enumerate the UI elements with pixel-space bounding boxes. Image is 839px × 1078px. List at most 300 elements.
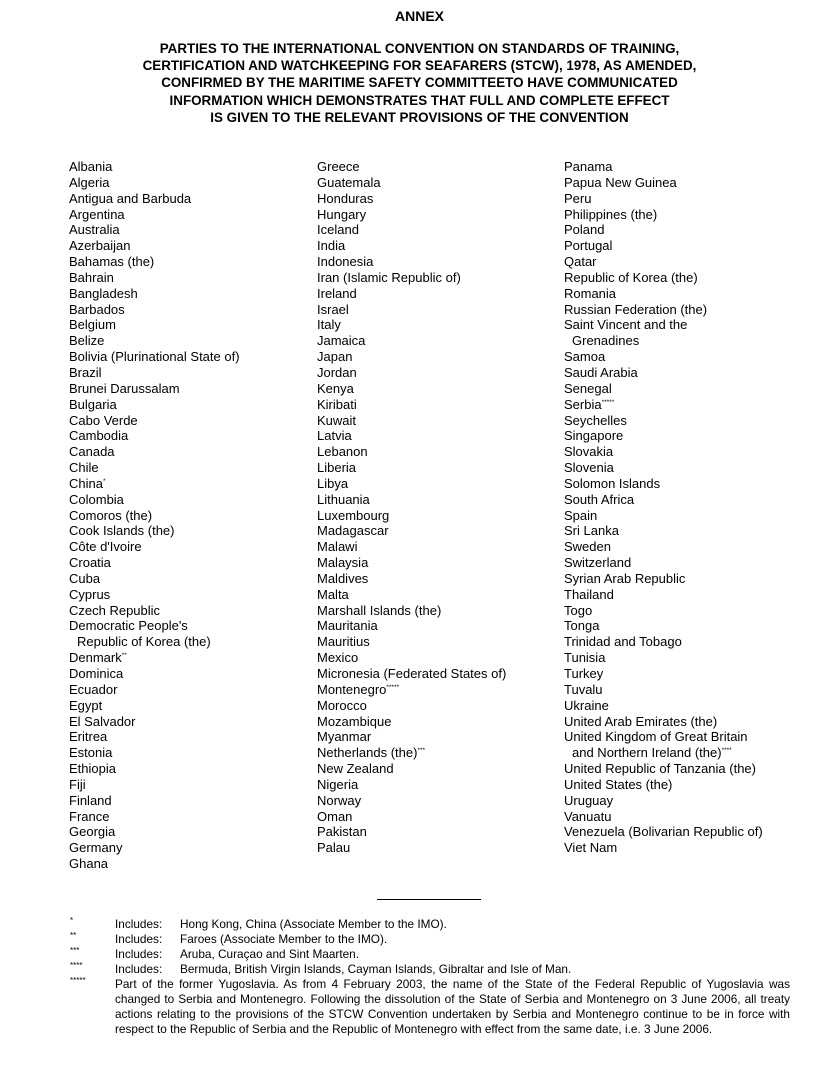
footnote: [70, 947, 790, 962]
country-entry: [317, 840, 557, 856]
footnote-mark: *: [102, 477, 106, 485]
country-name: Cook Islands (the): [69, 523, 175, 539]
country-name: El Salvador: [69, 713, 136, 729]
country-name: Jordan: [317, 364, 357, 380]
country-name: Trinidad and Tobago: [564, 634, 682, 650]
country-name: Peru: [564, 190, 592, 206]
country-entry: [564, 444, 814, 460]
country-entry: [69, 603, 309, 619]
country-entry: [564, 270, 814, 286]
country-name: Bolivia (Plurinational State of): [69, 349, 240, 365]
country-entry: [69, 745, 309, 761]
country-name-continuation: and Northern Ireland (the): [572, 745, 722, 761]
country-entry: [317, 175, 557, 191]
footnote-marker: ***: [70, 946, 80, 955]
country-entry: [69, 761, 309, 777]
country-name: United States (the): [564, 776, 673, 792]
footnote: [70, 962, 790, 977]
country-name: China: [69, 475, 103, 491]
country-entry: [69, 365, 309, 381]
country-name: Saint Vincent and the: [564, 317, 688, 333]
country-entry: [317, 444, 557, 460]
country-entry: [69, 476, 309, 492]
country-name: Finland: [69, 792, 112, 808]
country-name: Germany: [69, 840, 123, 856]
country-name: Lebanon: [317, 444, 368, 460]
country-entry: [69, 460, 309, 476]
country-name: Romania: [564, 285, 617, 301]
country-entry: [69, 729, 309, 745]
country-name: Tunisia: [564, 650, 606, 666]
country-name: Saudi Arabia: [564, 364, 638, 380]
country-name: Spain: [564, 507, 598, 523]
country-entry: [317, 809, 557, 825]
country-name: Seychelles: [564, 412, 627, 428]
country-name: Cabo Verde: [69, 412, 138, 428]
country-entry: [564, 682, 814, 698]
heading-line: PARTIES TO THE INTERNATIONAL CONVENTION ON STANDARDS OF TRAINING,: [159, 41, 680, 56]
country-name: Vanuatu: [564, 808, 612, 824]
footnote-mark: ****: [721, 747, 732, 755]
party-list-column-3: [564, 159, 814, 856]
country-name: Solomon Islands: [564, 475, 661, 491]
country-entry: [317, 492, 557, 508]
country-name: Greece: [317, 159, 360, 174]
country-name-continued: [564, 745, 814, 761]
country-name: Fiji: [69, 776, 86, 792]
country-entry: [317, 413, 557, 429]
country-name: Ethiopia: [69, 761, 116, 777]
country-entry: [317, 587, 557, 603]
country-name: Japan: [317, 349, 353, 365]
heading-line: INFORMATION WHICH DEMONSTRATES THAT FULL AND COMPLETE EFFECT: [169, 92, 670, 108]
country-name-continued: [69, 634, 309, 650]
country-name: Sri Lanka: [564, 523, 619, 539]
country-entry: [69, 222, 309, 238]
country-entry: [317, 207, 557, 223]
country-entry: [69, 777, 309, 793]
country-name: Kenya: [317, 380, 354, 396]
country-name: Colombia: [69, 491, 124, 507]
country-name: Mozambique: [317, 713, 392, 729]
country-entry: [564, 555, 814, 571]
country-entry: [564, 650, 814, 666]
country-name: Belgium: [69, 317, 116, 333]
country-name: Estonia: [69, 745, 113, 761]
country-name: Maldives: [317, 570, 369, 586]
country-entry: [564, 191, 814, 207]
country-entry: [69, 555, 309, 571]
country-entry: [564, 413, 814, 429]
country-name: Panama: [564, 159, 613, 174]
annex-title: ANNEX: [394, 8, 444, 24]
country-name: Kiribati: [317, 396, 357, 412]
country-entry: [69, 444, 309, 460]
country-name: Croatia: [69, 555, 111, 571]
country-entry: [317, 729, 557, 745]
country-name: Guatemala: [317, 174, 381, 190]
country-name: Australia: [69, 222, 120, 238]
country-entry: [69, 381, 309, 397]
country-name: Ireland: [317, 285, 357, 301]
document-heading: [60, 40, 779, 126]
country-name: Malta: [317, 586, 349, 602]
country-name: Jamaica: [317, 333, 366, 349]
country-entry: [69, 333, 309, 349]
country-name-continued: [564, 333, 814, 349]
country-name: India: [317, 238, 346, 254]
country-entry: [564, 587, 814, 603]
footnote-mark: ***: [417, 747, 426, 755]
country-entry: [69, 302, 309, 318]
country-name: Italy: [317, 317, 341, 333]
country-entry: [564, 809, 814, 825]
country-name: Indonesia: [317, 254, 374, 270]
country-entry: [317, 824, 557, 840]
country-entry: [69, 286, 309, 302]
country-name: Algeria: [69, 174, 110, 190]
country-entry: [69, 571, 309, 587]
footnote-label: Includes:: [115, 932, 163, 946]
country-entry: [317, 222, 557, 238]
country-entry: [564, 634, 814, 650]
country-entry: [564, 302, 814, 318]
country-name: Mexico: [317, 650, 359, 666]
country-name: Brunei Darussalam: [69, 380, 180, 396]
footnote: [70, 932, 790, 947]
country-name: Belize: [69, 333, 105, 349]
country-name: Democratic People's: [69, 618, 188, 634]
country-name: Slovakia: [564, 444, 614, 460]
country-entry: [317, 159, 557, 175]
country-name: New Zealand: [317, 761, 394, 777]
country-entry: [564, 714, 814, 730]
country-name: Cyprus: [69, 586, 111, 602]
country-entry: [317, 476, 557, 492]
country-name: Egypt: [69, 697, 103, 713]
country-entry: [564, 159, 814, 175]
country-entry: [564, 793, 814, 809]
country-entry: [317, 634, 557, 650]
country-entry: [69, 698, 309, 714]
party-list-column-2: [317, 159, 557, 856]
country-entry: [564, 618, 814, 634]
country-entry: [69, 809, 309, 825]
country-name: Togo: [564, 602, 593, 618]
country-entry: [564, 603, 814, 619]
footnote-text: Faroes (Associate Member to the IMO).: [180, 932, 388, 946]
country-entry: [69, 238, 309, 254]
country-entry: [564, 508, 814, 524]
footnote-marker: **: [70, 931, 77, 940]
country-entry: [69, 856, 309, 872]
country-entry: [317, 603, 557, 619]
country-name: Honduras: [317, 190, 374, 206]
country-entry: [564, 381, 814, 397]
country-entry: [564, 238, 814, 254]
country-entry: [317, 698, 557, 714]
heading-line: CONFIRMED BY THE MARITIME SAFETY COMMITTEETO HAVE COMMUNICATED: [161, 75, 678, 91]
footnote-mark: **: [121, 652, 127, 660]
footnote-label: Includes:: [115, 962, 163, 976]
country-entry: [317, 650, 557, 666]
country-entry: [317, 254, 557, 270]
party-list-column-1: [69, 159, 309, 872]
country-name: Republic of Korea (the): [564, 269, 698, 285]
footnote-divider: [377, 899, 481, 900]
country-entry: [69, 840, 309, 856]
country-name: Tonga: [564, 618, 600, 634]
country-entry: [69, 191, 309, 207]
country-name: Cuba: [69, 570, 101, 586]
country-entry: [317, 365, 557, 381]
country-entry: [317, 238, 557, 254]
footnote-text: Aruba, Curaçao and Sint Maarten.: [180, 947, 360, 961]
country-name: Ghana: [69, 856, 109, 872]
country-entry: [69, 793, 309, 809]
heading-line: CERTIFICATION AND WATCHKEEPING FOR SEAFARERS (STCW), 1978, AS AMENDED,: [142, 58, 697, 74]
country-entry: [69, 207, 309, 223]
country-entry: [564, 571, 814, 587]
country-name: Malaysia: [317, 555, 369, 571]
country-entry: [317, 539, 557, 555]
country-name: United Kingdom of Great Britain: [564, 729, 748, 745]
country-entry: [564, 523, 814, 539]
country-name: Sweden: [564, 539, 611, 555]
country-entry: [564, 254, 814, 270]
country-entry: [564, 428, 814, 444]
country-entry: [69, 428, 309, 444]
country-entry: [69, 539, 309, 555]
country-name: Latvia: [317, 428, 352, 444]
country-entry: [69, 650, 309, 666]
country-entry: [564, 492, 814, 508]
country-entry: [317, 523, 557, 539]
country-name: Malawi: [317, 539, 358, 555]
country-entry: [317, 270, 557, 286]
country-name: Oman: [317, 808, 353, 824]
country-name: Norway: [317, 792, 362, 808]
country-name: Ukraine: [564, 697, 609, 713]
country-name: Dominica: [69, 666, 124, 681]
country-name: Russian Federation (the): [564, 301, 708, 317]
country-name: Pakistan: [317, 824, 367, 840]
country-name: Thailand: [564, 586, 614, 602]
country-name: Albania: [69, 159, 113, 174]
country-name: Canada: [69, 444, 115, 460]
country-entry: [69, 397, 309, 413]
country-entry: [69, 682, 309, 698]
country-entry: [317, 428, 557, 444]
country-entry: [317, 666, 557, 682]
country-entry: [317, 761, 557, 777]
country-name: Kuwait: [317, 412, 357, 428]
country-entry: [69, 666, 309, 682]
country-entry: [317, 777, 557, 793]
country-entry: [317, 333, 557, 349]
footnote-text: Bermuda, British Virgin Islands, Cayman Islands, Gibraltar and Isle of Man.: [180, 962, 572, 976]
country-entry: [317, 286, 557, 302]
country-entry: [564, 729, 814, 761]
country-name: Eritrea: [69, 729, 108, 745]
country-entry: [69, 270, 309, 286]
footnote-marker: *****: [70, 976, 86, 985]
country-entry: [317, 682, 557, 698]
country-name: Slovenia: [564, 460, 614, 476]
country-name: Madagascar: [317, 523, 389, 539]
country-name: Turkey: [564, 666, 604, 681]
country-name: Comoros (the): [69, 507, 153, 523]
country-name: Netherlands (the): [317, 745, 418, 761]
country-entry: [564, 761, 814, 777]
country-entry: [69, 508, 309, 524]
country-name: South Africa: [564, 491, 635, 507]
country-entry: [69, 618, 309, 650]
country-entry: [317, 555, 557, 571]
country-name: Libya: [317, 475, 349, 491]
footnote-label: Includes:: [115, 947, 163, 961]
country-entry: [317, 571, 557, 587]
country-entry: [69, 175, 309, 191]
country-name: Serbia: [564, 396, 602, 412]
country-name: Iran (Islamic Republic of): [317, 269, 461, 285]
country-name: Mauritania: [317, 618, 378, 634]
country-entry: [564, 698, 814, 714]
country-entry: [564, 460, 814, 476]
country-entry: [564, 666, 814, 682]
footnote-mark: *****: [601, 398, 615, 406]
footnote: [70, 917, 790, 932]
country-entry: [69, 824, 309, 840]
country-entry: [69, 413, 309, 429]
country-name: Viet Nam: [564, 840, 618, 856]
country-name: Azerbaijan: [69, 238, 131, 254]
country-name: Myanmar: [317, 729, 372, 745]
country-entry: [317, 302, 557, 318]
country-entry: [564, 222, 814, 238]
footnote: [70, 977, 790, 1037]
country-entry: [69, 492, 309, 508]
footnote-text: Hong Kong, China (Associate Member to the IMO).: [180, 917, 447, 931]
country-entry: [69, 587, 309, 603]
footnote-text: Part of the former Yugoslavia. As from 4 February 2003, the name of the State of the Federal Republic of Yugoslavia was changed to Serbia and Montenegro. Following the dissolution of the State of Serbia and Montenegro on 3 June 2006, all treaty actions relating to the provisions of the STCW Convention undertaken by Serbia and Montenegro continue to be in force with respect to the Republic of Serbia and the Republic of Montenegro with effect from the same date, i.e. 3 June 2006.: [115, 977, 790, 1036]
country-name: Liberia: [317, 460, 357, 476]
country-name: Marshall Islands (the): [317, 602, 442, 618]
country-name: Cambodia: [69, 428, 129, 444]
country-name: Lithuania: [317, 491, 370, 507]
country-name: Georgia: [69, 824, 116, 840]
country-name: Micronesia (Federated States of): [317, 666, 507, 681]
country-name: Iceland: [317, 222, 359, 238]
country-entry: [317, 460, 557, 476]
footnote-mark: *****: [386, 683, 400, 691]
heading-line: IS GIVEN TO THE RELEVANT PROVISIONS OF THE CONVENTION: [210, 109, 629, 125]
country-name: Syrian Arab Republic: [564, 570, 686, 586]
country-entry: [317, 714, 557, 730]
country-entry: [564, 397, 814, 413]
country-entry: [564, 365, 814, 381]
country-entry: [317, 191, 557, 207]
country-name: Israel: [317, 301, 349, 317]
country-entry: [317, 381, 557, 397]
country-name: Czech Republic: [69, 602, 161, 618]
country-name: Hungary: [317, 206, 367, 222]
country-name: Papua New Guinea: [564, 174, 677, 190]
country-entry: [564, 539, 814, 555]
country-name: Bahrain: [69, 269, 114, 285]
country-name: United Republic of Tanzania (the): [564, 761, 756, 777]
country-entry: [69, 317, 309, 333]
country-entry: [317, 349, 557, 365]
country-entry: [317, 317, 557, 333]
country-name: United Arab Emirates (the): [564, 713, 718, 729]
country-entry: [69, 714, 309, 730]
country-entry: [564, 317, 814, 349]
country-name: Montenegro: [317, 681, 387, 697]
country-name: Switzerland: [564, 555, 632, 571]
country-name: Palau: [317, 840, 351, 856]
country-entry: [564, 476, 814, 492]
country-name: Venezuela (Bolivarian Republic of): [564, 824, 763, 840]
country-entry: [69, 349, 309, 365]
country-name: Portugal: [564, 238, 613, 254]
country-entry: [317, 508, 557, 524]
country-entry: [564, 207, 814, 223]
country-entry: [317, 618, 557, 634]
country-name: Luxembourg: [317, 507, 390, 523]
country-name: Uruguay: [564, 792, 614, 808]
country-name: Antigua and Barbuda: [69, 190, 192, 206]
country-name: France: [69, 808, 110, 824]
country-entry: [564, 777, 814, 793]
footnotes: [70, 917, 790, 1037]
footnote-marker: ****: [70, 961, 83, 970]
country-name: Morocco: [317, 697, 367, 713]
country-name: Denmark: [69, 650, 122, 666]
country-entry: [564, 824, 814, 840]
country-name: Bangladesh: [69, 285, 138, 301]
country-entry: [317, 397, 557, 413]
country-name: Senegal: [564, 380, 612, 396]
country-entry: [69, 254, 309, 270]
country-entry: [69, 159, 309, 175]
country-name-continuation: Republic of Korea (the): [77, 634, 211, 650]
country-name: Côte d'Ivoire: [69, 539, 142, 555]
country-name: Ecuador: [69, 681, 118, 697]
country-entry: [317, 793, 557, 809]
country-name: Philippines (the): [564, 206, 658, 222]
footnote-label: Includes:: [115, 917, 163, 931]
country-name: Mauritius: [317, 634, 370, 650]
country-name: Brazil: [69, 364, 102, 380]
country-name: Bahamas (the): [69, 254, 155, 270]
country-name: Samoa: [564, 349, 606, 365]
country-entry: [564, 286, 814, 302]
country-name: Singapore: [564, 428, 624, 444]
country-name: Poland: [564, 222, 605, 238]
footnote-marker: *: [70, 916, 74, 925]
country-entry: [317, 745, 557, 761]
country-name: Barbados: [69, 301, 125, 317]
country-entry: [69, 523, 309, 539]
country-entry: [564, 349, 814, 365]
country-name: Argentina: [69, 206, 125, 222]
country-name: Bulgaria: [69, 396, 117, 412]
country-name: Chile: [69, 460, 99, 476]
country-entry: [564, 175, 814, 191]
country-entry: [564, 840, 814, 856]
country-name-continuation: Grenadines: [572, 333, 640, 349]
